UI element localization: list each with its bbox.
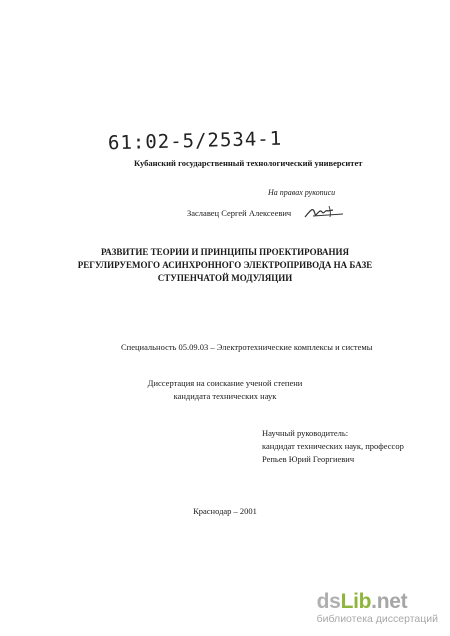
university-name: Кубанский государственный технологический университет xyxy=(134,158,363,168)
rights-note: На правах рукописи xyxy=(268,188,336,197)
title-line-3: СТУПЕНЧАТОЙ МОДУЛЯЦИИ xyxy=(157,273,293,283)
dissertation-title xyxy=(60,246,390,285)
title-line-1: РАЗВИТИЕ ТЕОРИИ И ПРИНЦИПЫ ПРОЕКТИРОВАНИЯ xyxy=(100,247,350,257)
supervisor-name: Репьев Юрий Георгиевич xyxy=(262,454,355,464)
specialty-line: Специальность 05.09.03 – Электротехнические комплексы и системы xyxy=(121,342,373,352)
author-name: Заславец Сергей Алексеевич xyxy=(187,208,292,218)
dslib-logo: dsLib.net xyxy=(316,590,408,613)
degree-statement xyxy=(0,377,450,403)
supervisor-block xyxy=(262,427,404,466)
signature-image xyxy=(303,200,351,222)
city-year: Краснодар – 2001 xyxy=(193,506,257,516)
supervisor-degree: кандидат технических наук, профессор xyxy=(262,441,404,451)
dslib-watermark xyxy=(317,591,438,625)
supervisor-heading: Научный руководитель: xyxy=(262,428,349,438)
degree-line-1: Диссертация на соискание ученой степени xyxy=(147,378,303,388)
title-line-2: РЕГУЛИРУЕМОГО АСИНХРОННОГО ЭЛЕКТРОПРИВОДА НА БАЗЕ xyxy=(77,260,373,270)
archive-number-handwritten: 61:02-5/2534-1 xyxy=(107,127,283,155)
degree-line-2: кандидата технических наук xyxy=(173,391,277,401)
dslib-subtitle: библиотека диссертаций xyxy=(316,613,438,625)
